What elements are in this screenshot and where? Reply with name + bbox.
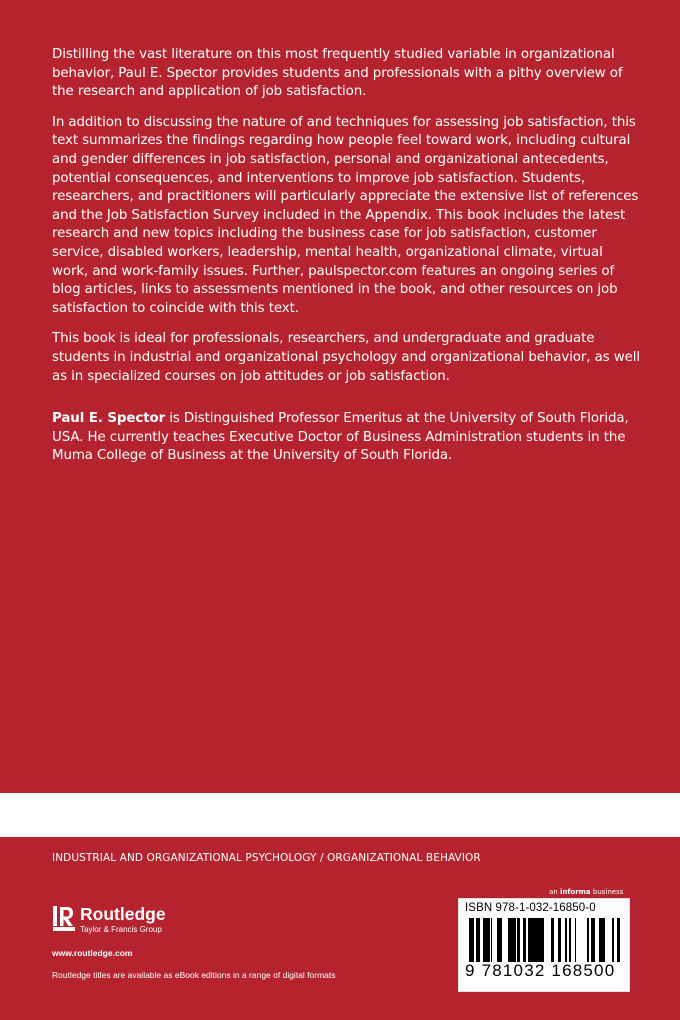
description-paragraph-1: Distilling the vast literature on this most frequently studied variable in organizational behavior, Paul E. Spector provides students and professionals with a pithy overview of the research and application of job satisfaction. bbox=[52, 47, 623, 100]
informa-business-tag bbox=[549, 888, 623, 896]
subject-category: INDUSTRIAL AND ORGANIZATIONAL PSYCHOLOGY / ORGANIZATIONAL BEHAVIOR bbox=[52, 852, 481, 864]
publisher-url: www.routledge.com bbox=[52, 948, 133, 958]
informa-suffix: business bbox=[590, 888, 624, 896]
routledge-logo-icon bbox=[52, 905, 76, 933]
barcode-icon bbox=[469, 918, 621, 962]
description-paragraph-2: In addition to discussing the nature of and techniques for assessing job satisfaction, this text summarizes the findings regarding how people feel toward work, including cultural and gender differences in job satisfaction, personal and organizational antecedents, potential consequences, and interventions to improve job satisfaction. Students, researchers, and practitioners will particularly appreciate the extensive list of references and the Job Satisfaction Survey included in the Appendix. This book includes the latest research and new topics including the business case for job satisfaction, customer service, disabled workers, leadership, mental health, organizational climate, virtual work, and work-family issues. Further, paulspector.com features an ongoing series of blog articles, links to assessments mentioned in the book, and other resources on job satisfaction to coincide with this text. bbox=[52, 114, 639, 316]
publisher-name: Routledge bbox=[80, 904, 166, 924]
description-paragraph-3: This book is ideal for professionals, researchers, and undergraduate and graduate students in industrial and organizational psychology and organizational behavior, as well as in specialized courses on job attitudes or job satisfaction. bbox=[52, 331, 640, 384]
informa-prefix: an bbox=[549, 888, 560, 896]
author-bio bbox=[52, 410, 642, 466]
isbn-barcode-box bbox=[458, 898, 630, 992]
author-name: Paul E. Spector bbox=[52, 411, 166, 427]
isbn-number: ISBN 978-1-032-16850-0 bbox=[465, 902, 596, 914]
barcode-digits: 9 781032 168500 bbox=[465, 961, 616, 980]
publisher-group: Taylor & Francis Group bbox=[80, 925, 162, 934]
ebook-availability-note: Routledge titles are available as eBook editions in a range of digital formats bbox=[52, 970, 336, 980]
white-divider-band bbox=[0, 793, 680, 837]
back-cover-description bbox=[52, 46, 642, 478]
informa-brand: informa bbox=[559, 888, 591, 896]
author-bio-text: is Distinguished Professor Emeritus at the University of South Florida, USA. He currently teaches Executive Doctor of Business Administration students in the Muma College of Business at the University of South Florida. bbox=[52, 411, 629, 464]
